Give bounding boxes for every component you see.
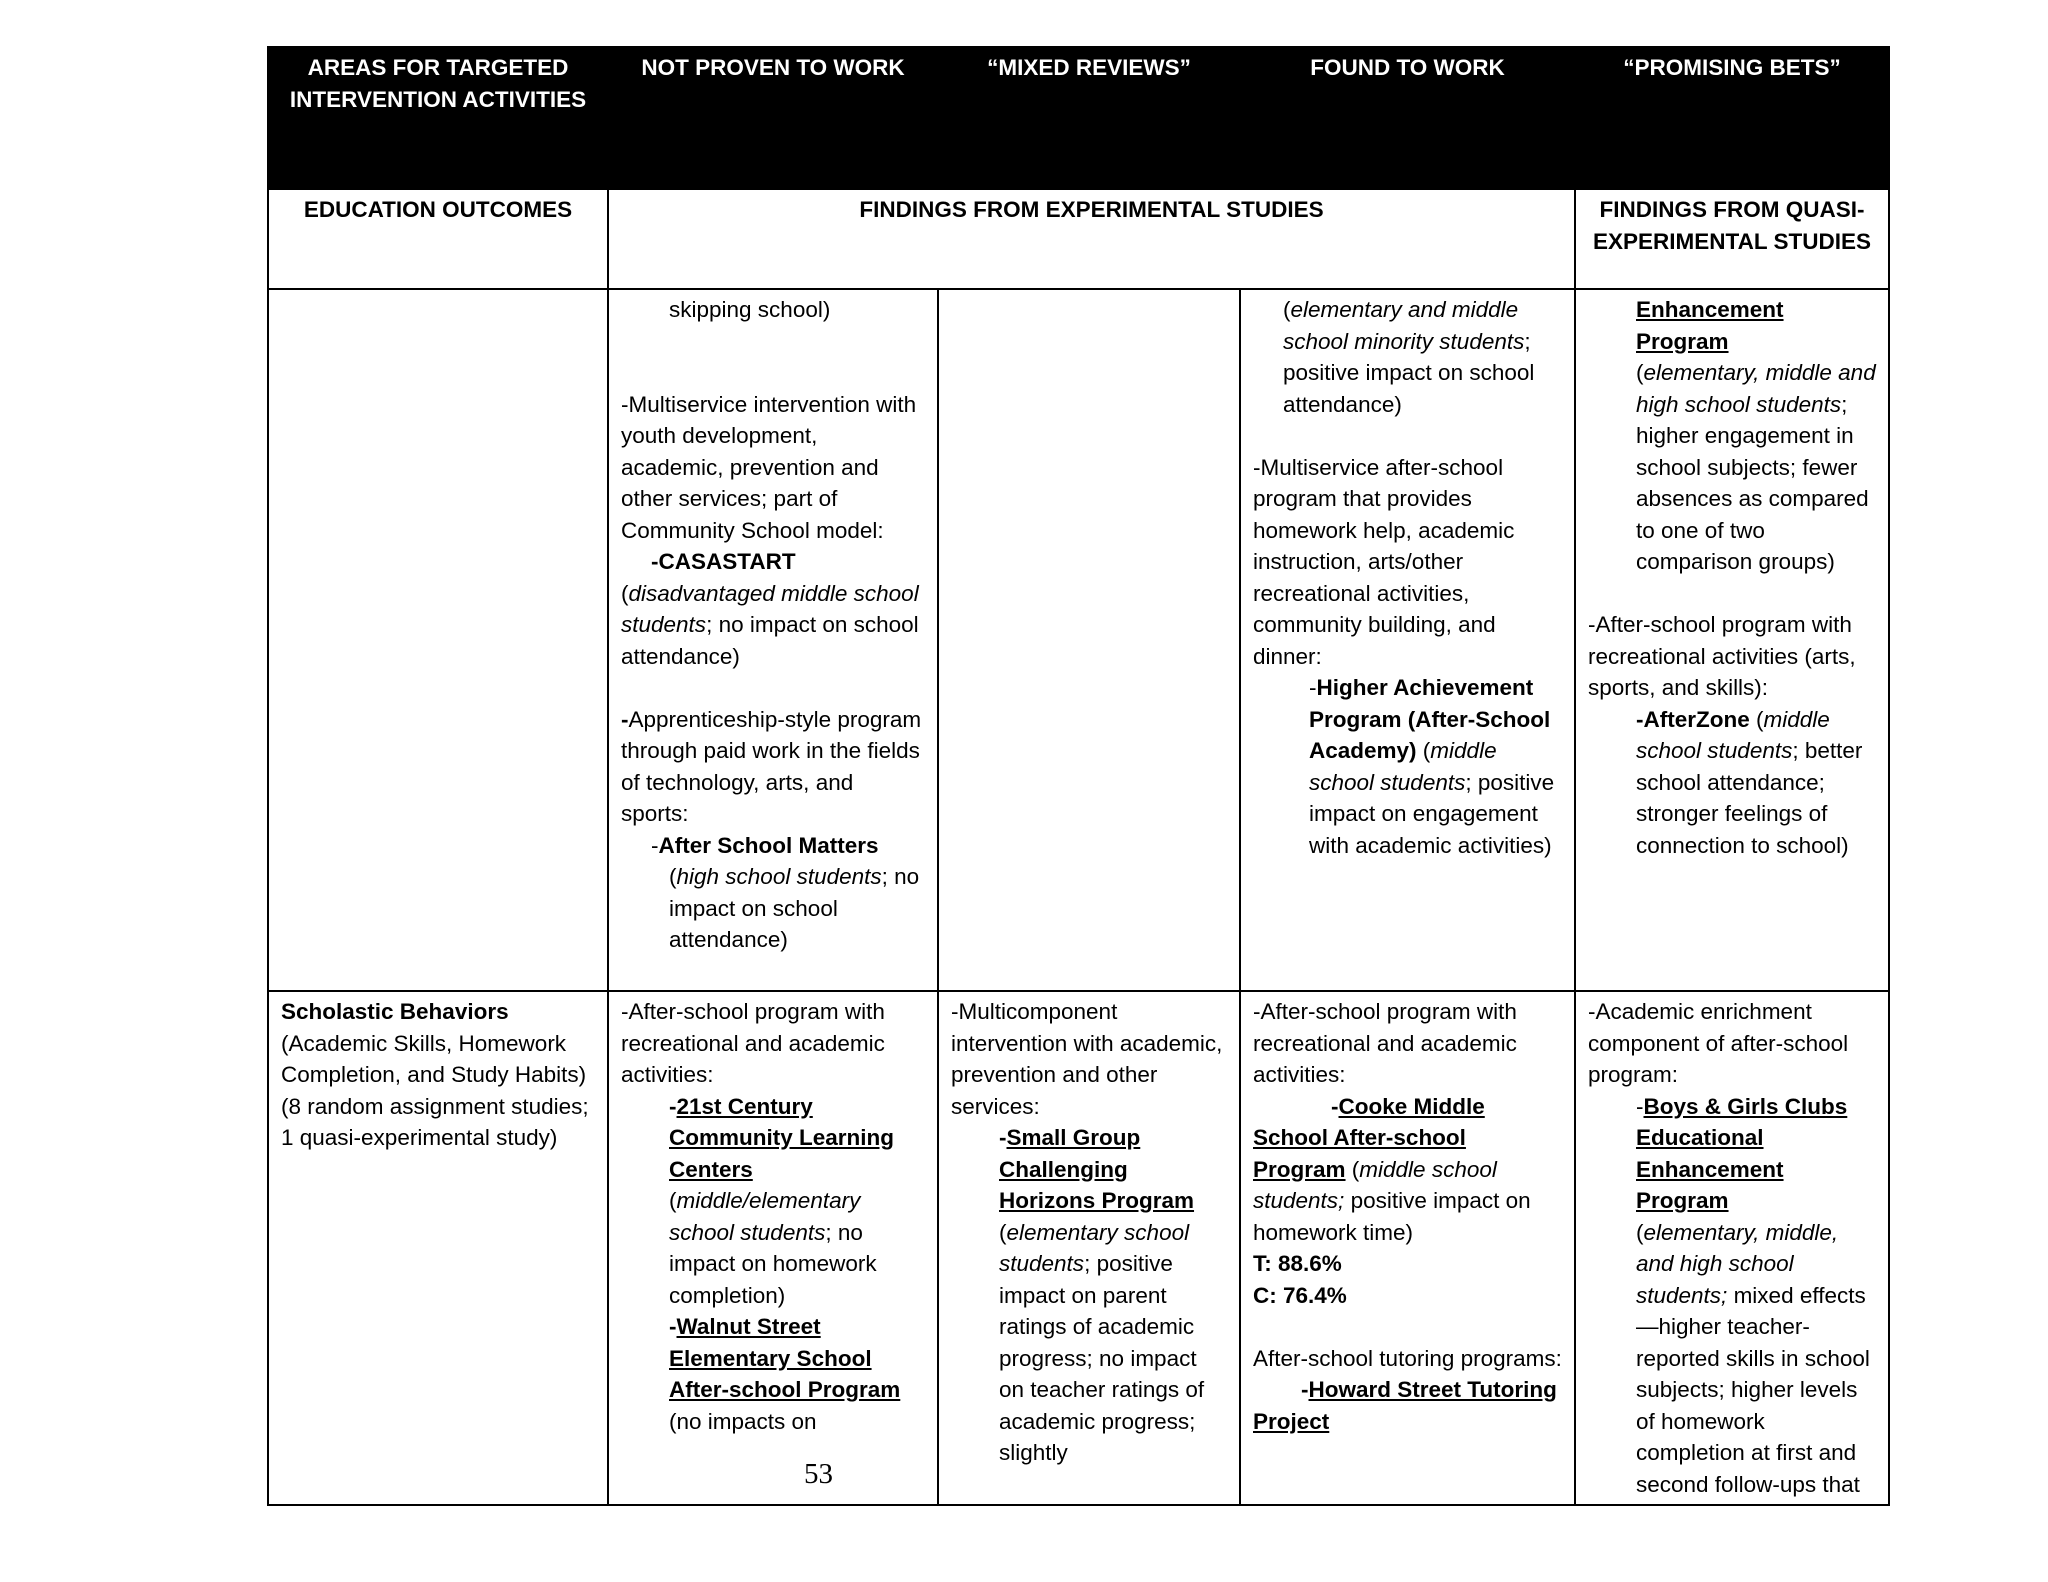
area-description: (Academic Skills, Homework Completion, and Study Habits) (281, 1030, 587, 1087)
dash: - (669, 1093, 677, 1119)
findings-table (267, 46, 1890, 1506)
finding: (no impacts on (669, 1408, 817, 1434)
population: high school students (676, 864, 882, 889)
paren: ( (1636, 1219, 1644, 1245)
row1-promising-cell (1575, 289, 1889, 991)
header-found-to-work: FOUND TO WORK (1240, 47, 1575, 189)
dash: - (1301, 1377, 1309, 1402)
row2-found-cell (1240, 991, 1575, 1505)
dash: - (1331, 1093, 1339, 1119)
list-item: -Multiservice intervention with youth development, academic, prevention and other services; part of Community School model: (621, 391, 917, 543)
dash: - (1309, 675, 1317, 700)
population: elementary, middle and high school students (1636, 360, 1876, 417)
list-item: -Multicomponent intervention with academic, prevention and other services: (951, 999, 1223, 1119)
program-name: Cooke Middle School After-school Program (1253, 1093, 1485, 1182)
population: elementary and middle school minority students (1283, 297, 1525, 354)
dash: - (1636, 1093, 1644, 1119)
header-mixed-reviews: “MIXED REVIEWS” (938, 47, 1240, 189)
header-areas: AREAS FOR TARGETED INTERVENTION ACTIVITIES (268, 47, 608, 189)
paren: ( (1636, 360, 1644, 385)
subheader-education-outcomes: EDUCATION OUTCOMES (268, 189, 608, 289)
program-name: -CASASTART (651, 549, 796, 574)
paren: ( (621, 580, 629, 606)
list-item: -Multiservice after-school program that provides homework help, academic instruction, arts/other recreational activities, community building, and dinner: (1253, 454, 1515, 669)
paren: ( (1416, 738, 1431, 763)
paren: ( (669, 864, 677, 889)
row1-area-cell (268, 289, 608, 991)
row1-not-proven-cell (608, 289, 938, 991)
program-name: Small Group Challenging Horizons Program (999, 1125, 1195, 1213)
paren: ( (669, 1188, 677, 1213)
row2-promising-cell (1575, 991, 1889, 1505)
subheader-row (268, 189, 1889, 289)
treatment-value: T: 88.6% (1253, 1251, 1342, 1276)
dash: - (999, 1125, 1007, 1150)
program-name: Higher Achievement Program (After-School Academy) (1309, 675, 1551, 763)
table-row (268, 991, 1889, 1505)
row2-mixed-cell (938, 991, 1240, 1505)
program-name: Boys & Girls Clubs Educational Enhancement Program (1636, 1093, 1848, 1213)
description: Apprenticeship-style program through paid work in the fields of technology, arts, and sports: (621, 706, 922, 826)
population: middle/elementary school students (669, 1188, 861, 1245)
population: elementary, middle, and high school students; (1636, 1219, 1839, 1308)
subheader-quasi-experimental: FINDINGS FROM QUASI-EXPERIMENTAL STUDIES (1575, 189, 1889, 289)
table-row (268, 289, 1889, 991)
program-name: Howard Street Tutoring Project (1253, 1377, 1557, 1434)
subheader-experimental: FINDINGS FROM EXPERIMENTAL STUDIES (608, 189, 1575, 289)
list-item: -After-school program with recreational activities (arts, sports, and skills): (1588, 612, 1856, 700)
finding: ; positive impact on parent ratings of academic progress; no impact on teacher ratings of academic progress; slightly (999, 1251, 1205, 1465)
program-name: After School Matters (658, 832, 879, 858)
list-item: -Academic enrichment component of after-school program: (1588, 999, 1849, 1087)
finding: ; positive impact on engagement with academic activities) (1309, 769, 1555, 858)
population: disadvantaged middle school students (621, 580, 919, 637)
row2-not-proven-cell (608, 991, 938, 1505)
paren: ( (1345, 1156, 1360, 1182)
finding: ; no impact on school attendance) (621, 612, 919, 669)
header-not-proven: NOT PROVEN TO WORK (608, 47, 938, 189)
header-row (268, 47, 1889, 189)
paren: ( (1749, 706, 1764, 732)
header-promising-bets: “PROMISING BETS” (1575, 47, 1889, 189)
page-number: 53 (804, 1458, 833, 1490)
program-name: -AfterZone (1636, 706, 1750, 732)
row1-mixed-cell (938, 289, 1240, 991)
row1-found-cell (1240, 289, 1575, 991)
list-item: -After-school program with recreational and academic activities: (1253, 999, 1517, 1087)
finding: ; no impact on homework completion) (669, 1219, 877, 1308)
finding: ; better school attendance; stronger feelings of connection to school) (1636, 738, 1863, 858)
population: elementary school students (999, 1219, 1190, 1276)
row2-area-cell (268, 991, 608, 1505)
paren: ( (999, 1219, 1007, 1245)
list-item (621, 704, 925, 830)
population: middle school students; (1253, 1156, 1497, 1213)
area-studies: (8 random assignment studies; 1 quasi-experimental study) (281, 1093, 589, 1150)
population: middle school students (1636, 706, 1830, 763)
program-name: Enhancement Program (1636, 297, 1784, 354)
finding: ; positive impact on school attendance) (1283, 328, 1535, 417)
paren: ( (1283, 297, 1291, 322)
finding: ; no impact on school attendance) (669, 864, 920, 952)
program-name: 21st Century Community Learning Centers (669, 1093, 895, 1182)
finding: ; higher engagement in school subjects; fewer absences as compared to one of two comparison groups) (1636, 391, 1869, 574)
dash: - (651, 832, 659, 858)
control-value: C: 76.4% (1253, 1282, 1347, 1308)
dash: - (621, 706, 629, 732)
dash: - (669, 1314, 677, 1339)
area-title: Scholastic Behaviors (281, 999, 509, 1024)
list-item: After-school tutoring programs: (1253, 1345, 1562, 1371)
population: middle school students (1309, 738, 1497, 795)
list-item: -After-school program with recreational and academic activities: (621, 999, 885, 1087)
finding: mixed effects—higher teacher-reported skills in school subjects; higher levels of homework completion at first and second follow-ups that (1636, 1282, 1870, 1497)
program-name: Walnut Street Elementary School After-school Program (669, 1314, 901, 1402)
list-item: skipping school) (669, 297, 831, 322)
finding: positive impact on homework time) (1253, 1188, 1531, 1245)
